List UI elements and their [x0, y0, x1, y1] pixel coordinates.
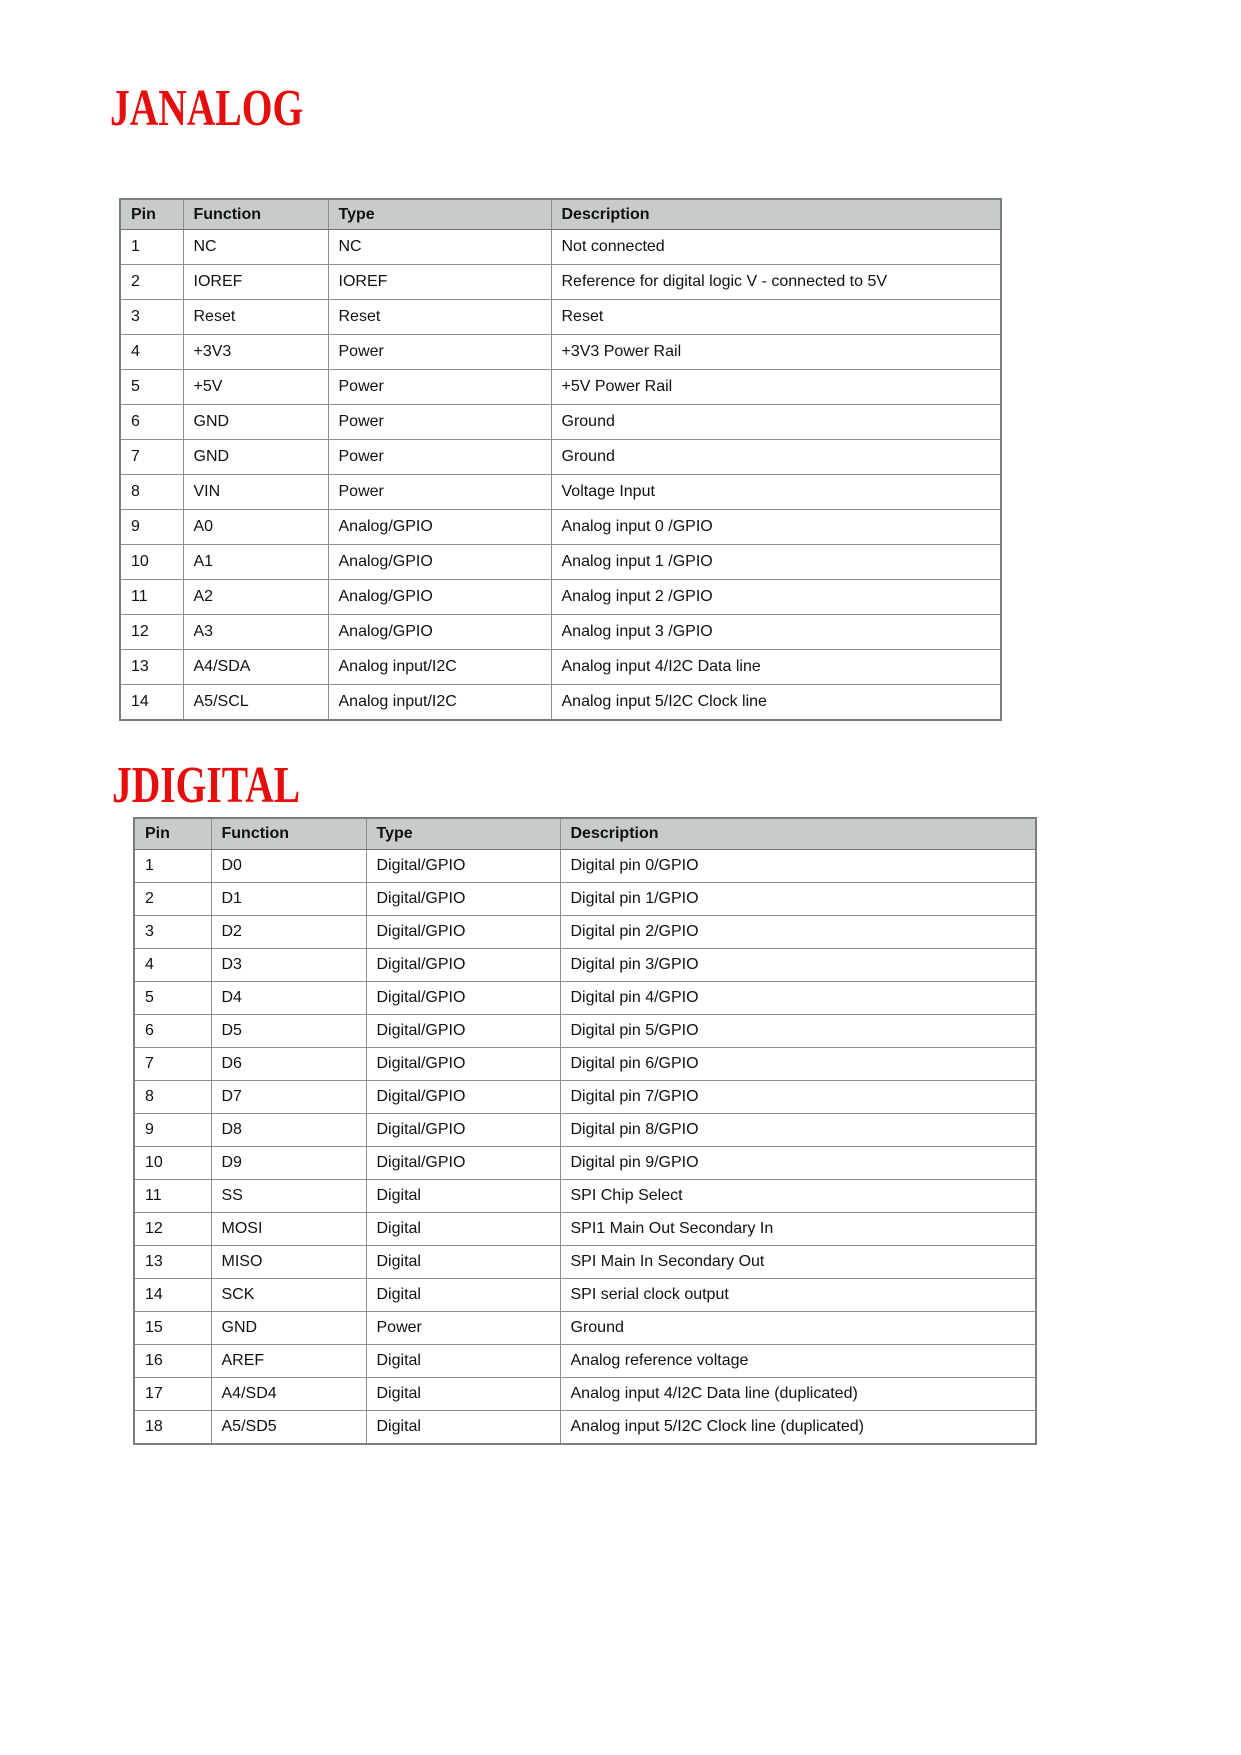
cell-description: Analog input 0 /GPIO — [551, 510, 1001, 545]
column-header-pin: Pin — [120, 199, 183, 230]
table-row — [120, 370, 1001, 405]
cell-description: SPI Main In Secondary Out — [560, 1246, 1036, 1279]
cell-description: Digital pin 0/GPIO — [560, 850, 1036, 883]
cell-type: Digital/GPIO — [366, 982, 560, 1015]
cell-function: D9 — [211, 1147, 366, 1180]
cell-type: Digital — [366, 1345, 560, 1378]
cell-function: D2 — [211, 916, 366, 949]
cell-description: Ground — [551, 405, 1001, 440]
table-row — [134, 850, 1036, 883]
column-header-type: Type — [328, 199, 551, 230]
cell-function: GND — [211, 1312, 366, 1345]
cell-pin: 6 — [134, 1015, 211, 1048]
cell-function: MOSI — [211, 1213, 366, 1246]
cell-pin: 5 — [134, 982, 211, 1015]
table-row — [120, 265, 1001, 300]
cell-pin: 16 — [134, 1345, 211, 1378]
cell-pin: 7 — [134, 1048, 211, 1081]
header-row — [134, 818, 1036, 850]
table-row — [134, 1147, 1036, 1180]
cell-type: Analog input/I2C — [328, 650, 551, 685]
cell-description: SPI1 Main Out Secondary In — [560, 1213, 1036, 1246]
cell-type: Power — [328, 370, 551, 405]
cell-type: IOREF — [328, 265, 551, 300]
cell-type: Digital — [366, 1378, 560, 1411]
cell-function: Reset — [183, 300, 328, 335]
cell-function: D3 — [211, 949, 366, 982]
cell-description: +5V Power Rail — [551, 370, 1001, 405]
cell-description: Digital pin 3/GPIO — [560, 949, 1036, 982]
table-row — [134, 916, 1036, 949]
cell-type: NC — [328, 230, 551, 265]
cell-type: Digital/GPIO — [366, 1147, 560, 1180]
cell-pin: 12 — [134, 1213, 211, 1246]
cell-description: Analog input 4/I2C Data line — [551, 650, 1001, 685]
cell-pin: 3 — [120, 300, 183, 335]
cell-type: Digital/GPIO — [366, 949, 560, 982]
cell-description: Analog input 5/I2C Clock line — [551, 685, 1001, 721]
cell-pin: 2 — [134, 883, 211, 916]
cell-type: Digital/GPIO — [366, 1081, 560, 1114]
table-row — [134, 1213, 1036, 1246]
cell-type: Digital/GPIO — [366, 850, 560, 883]
cell-type: Digital — [366, 1213, 560, 1246]
cell-pin: 1 — [120, 230, 183, 265]
table-row — [134, 1279, 1036, 1312]
header-row — [120, 199, 1001, 230]
table-row — [134, 1246, 1036, 1279]
cell-function: +5V — [183, 370, 328, 405]
column-header-function: Function — [211, 818, 366, 850]
cell-function: A3 — [183, 615, 328, 650]
cell-pin: 3 — [134, 916, 211, 949]
cell-description: SPI serial clock output — [560, 1279, 1036, 1312]
cell-pin: 2 — [120, 265, 183, 300]
cell-pin: 15 — [134, 1312, 211, 1345]
cell-function: D5 — [211, 1015, 366, 1048]
table-row — [120, 650, 1001, 685]
cell-function: D7 — [211, 1081, 366, 1114]
cell-pin: 18 — [134, 1411, 211, 1445]
table-body — [134, 850, 1036, 1445]
cell-type: Analog input/I2C — [328, 685, 551, 721]
cell-function: SS — [211, 1180, 366, 1213]
cell-pin: 14 — [120, 685, 183, 721]
cell-pin: 12 — [120, 615, 183, 650]
cell-pin: 4 — [134, 949, 211, 982]
janalog-pin-table — [119, 198, 1002, 721]
table-header — [134, 818, 1036, 850]
cell-type: Digital — [366, 1246, 560, 1279]
cell-description: Digital pin 1/GPIO — [560, 883, 1036, 916]
cell-description: SPI Chip Select — [560, 1180, 1036, 1213]
cell-description: Reference for digital logic V - connected to 5V — [551, 265, 1001, 300]
table-row — [120, 440, 1001, 475]
cell-function: MISO — [211, 1246, 366, 1279]
cell-description: Digital pin 2/GPIO — [560, 916, 1036, 949]
cell-function: SCK — [211, 1279, 366, 1312]
cell-function: D4 — [211, 982, 366, 1015]
table-row — [120, 335, 1001, 370]
section-title-jdigital: JDIGITAL — [112, 757, 301, 814]
cell-function: A2 — [183, 580, 328, 615]
cell-function: A1 — [183, 545, 328, 580]
cell-pin: 11 — [120, 580, 183, 615]
table-body — [120, 230, 1001, 721]
cell-pin: 5 — [120, 370, 183, 405]
cell-type: Analog/GPIO — [328, 615, 551, 650]
table-row — [120, 685, 1001, 721]
cell-description: Analog reference voltage — [560, 1345, 1036, 1378]
cell-function: A4/SD4 — [211, 1378, 366, 1411]
cell-type: Digital/GPIO — [366, 1015, 560, 1048]
cell-pin: 11 — [134, 1180, 211, 1213]
cell-pin: 6 — [120, 405, 183, 440]
cell-pin: 7 — [120, 440, 183, 475]
jdigital-pin-table — [133, 817, 1037, 1445]
cell-function: A5/SCL — [183, 685, 328, 721]
cell-description: Not connected — [551, 230, 1001, 265]
cell-description: Digital pin 4/GPIO — [560, 982, 1036, 1015]
cell-description: Reset — [551, 300, 1001, 335]
cell-pin: 9 — [120, 510, 183, 545]
cell-description: Ground — [560, 1312, 1036, 1345]
table-row — [120, 580, 1001, 615]
cell-type: Digital/GPIO — [366, 916, 560, 949]
table-row — [134, 1180, 1036, 1213]
table-row — [120, 510, 1001, 545]
cell-pin: 4 — [120, 335, 183, 370]
table-row — [120, 615, 1001, 650]
table-row — [134, 1015, 1036, 1048]
table-row — [120, 300, 1001, 335]
cell-description: Voltage Input — [551, 475, 1001, 510]
cell-type: Power — [328, 335, 551, 370]
cell-pin: 13 — [120, 650, 183, 685]
table-row — [134, 1411, 1036, 1445]
table-row — [134, 1048, 1036, 1081]
cell-pin: 13 — [134, 1246, 211, 1279]
cell-function: A5/SD5 — [211, 1411, 366, 1445]
table-row — [134, 982, 1036, 1015]
cell-function: VIN — [183, 475, 328, 510]
cell-type: Reset — [328, 300, 551, 335]
cell-type: Analog/GPIO — [328, 545, 551, 580]
cell-type: Digital — [366, 1180, 560, 1213]
table-row — [134, 1081, 1036, 1114]
cell-description: Analog input 2 /GPIO — [551, 580, 1001, 615]
cell-function: +3V3 — [183, 335, 328, 370]
column-header-function: Function — [183, 199, 328, 230]
cell-pin: 9 — [134, 1114, 211, 1147]
cell-function: A4/SDA — [183, 650, 328, 685]
table-row — [134, 1345, 1036, 1378]
column-header-description: Description — [551, 199, 1001, 230]
cell-type: Analog/GPIO — [328, 580, 551, 615]
table-row — [120, 405, 1001, 440]
cell-pin: 8 — [120, 475, 183, 510]
table-row — [120, 230, 1001, 265]
cell-pin: 1 — [134, 850, 211, 883]
cell-function: GND — [183, 440, 328, 475]
cell-type: Analog/GPIO — [328, 510, 551, 545]
cell-type: Power — [366, 1312, 560, 1345]
cell-function: NC — [183, 230, 328, 265]
table-row — [134, 1312, 1036, 1345]
cell-function: GND — [183, 405, 328, 440]
cell-description: Analog input 3 /GPIO — [551, 615, 1001, 650]
cell-type: Power — [328, 475, 551, 510]
table-row — [120, 545, 1001, 580]
cell-type: Digital/GPIO — [366, 1048, 560, 1081]
cell-type: Digital/GPIO — [366, 1114, 560, 1147]
table-row — [134, 1114, 1036, 1147]
cell-pin: 17 — [134, 1378, 211, 1411]
cell-description: +3V3 Power Rail — [551, 335, 1001, 370]
cell-type: Digital — [366, 1411, 560, 1445]
cell-description: Analog input 5/I2C Clock line (duplicated) — [560, 1411, 1036, 1445]
cell-pin: 10 — [120, 545, 183, 580]
cell-pin: 10 — [134, 1147, 211, 1180]
table-row — [134, 949, 1036, 982]
cell-function: D8 — [211, 1114, 366, 1147]
column-header-type: Type — [366, 818, 560, 850]
table-row — [120, 475, 1001, 510]
cell-type: Digital/GPIO — [366, 883, 560, 916]
cell-description: Analog input 1 /GPIO — [551, 545, 1001, 580]
cell-function: D0 — [211, 850, 366, 883]
cell-type: Power — [328, 405, 551, 440]
cell-description: Digital pin 5/GPIO — [560, 1015, 1036, 1048]
cell-description: Ground — [551, 440, 1001, 475]
cell-function: AREF — [211, 1345, 366, 1378]
cell-function: D6 — [211, 1048, 366, 1081]
cell-type: Power — [328, 440, 551, 475]
cell-pin: 8 — [134, 1081, 211, 1114]
cell-description: Digital pin 9/GPIO — [560, 1147, 1036, 1180]
cell-function: IOREF — [183, 265, 328, 300]
table-row — [134, 883, 1036, 916]
cell-function: D1 — [211, 883, 366, 916]
section-title-janalog: JANALOG — [110, 80, 304, 137]
cell-type: Digital — [366, 1279, 560, 1312]
cell-description: Analog input 4/I2C Data line (duplicated) — [560, 1378, 1036, 1411]
cell-description: Digital pin 8/GPIO — [560, 1114, 1036, 1147]
cell-description: Digital pin 6/GPIO — [560, 1048, 1036, 1081]
column-header-description: Description — [560, 818, 1036, 850]
cell-pin: 14 — [134, 1279, 211, 1312]
cell-description: Digital pin 7/GPIO — [560, 1081, 1036, 1114]
cell-function: A0 — [183, 510, 328, 545]
table-row — [134, 1378, 1036, 1411]
table-header — [120, 199, 1001, 230]
column-header-pin: Pin — [134, 818, 211, 850]
